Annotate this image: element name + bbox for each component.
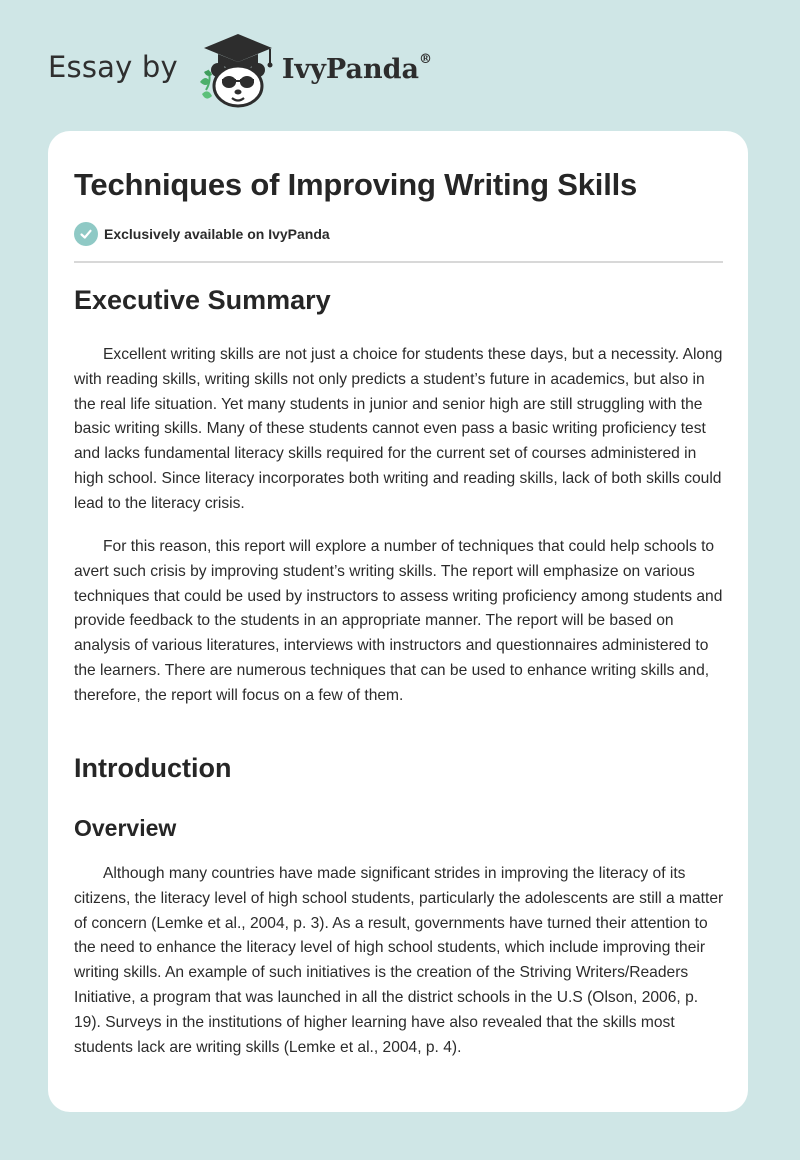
subsection-heading-overview: Overview bbox=[74, 815, 177, 841]
page-title: Techniques of Improving Writing Skills bbox=[74, 167, 638, 202]
exclusive-label: Exclusively available on IvyPanda bbox=[104, 226, 330, 242]
registered-mark: ® bbox=[418, 51, 432, 67]
ivy-leaf-icon bbox=[200, 70, 212, 99]
site-header bbox=[48, 30, 432, 110]
graduation-cap-icon bbox=[204, 34, 273, 69]
brand-name[interactable] bbox=[281, 51, 432, 85]
essay-card bbox=[48, 131, 748, 1112]
paragraph: Although many countries have made significant strides in improving the literacy of its citizens, the literacy level of high school students, particularly the adolescents are still a matter of concern (Lemke et al., 2004, p. 3). As a result, governments have turned their attention to the need to enhance the literacy level of high school students, which include improving their writing skills. An example of such initiatives is the creation of the Striving Writers/Readers Initiative, a program that was launched in all the district schools in the U.S (Olson, 2006, p. 19). Surveys in the institutions of higher learning have also revealed that the skills most students lack are writing skills (Lemke et al., 2004, p. 4). bbox=[74, 865, 724, 1056]
check-circle-icon bbox=[74, 222, 98, 246]
section-heading-introduction: Introduction bbox=[74, 753, 232, 783]
exclusive-badge bbox=[74, 222, 330, 246]
essay-by-label: Essay by bbox=[48, 50, 178, 84]
panda-logo-icon[interactable] bbox=[192, 30, 278, 110]
paragraph: Excellent writing skills are not just a choice for students these days, but a necessity. Along with reading skills, writing skills not only predicts a student’s future in academics, but also in the real life situation. Yet many students in junior and senior high are still struggling with the basic writing skills. Many of these students cannot even pass a basic writing proficiency test and lacks fundamental literacy skills required for the current set of courses administered in high school. Since literacy incorporates both writing and reading skills, lack of both skills could lead to the literacy crisis. bbox=[74, 346, 723, 512]
section-heading-executive-summary: Executive Summary bbox=[74, 285, 331, 315]
brand-text: IvyPanda bbox=[281, 53, 419, 85]
divider bbox=[74, 261, 723, 263]
paragraph: For this reason, this report will explore a number of techniques that could help schools to avert such crisis by improving student’s writing skills. The report will emphasize on various techniques that could be used by instructors to assess writing proficiency among students and provide feedback to the students in an appropriate manner. The report will be based on analysis of various literatures, interviews with instructors and questionnaires administered to the learners. There are numerous techniques that can be used to enhance writing skills and, therefore, the report will focus on a few of them. bbox=[74, 538, 723, 704]
